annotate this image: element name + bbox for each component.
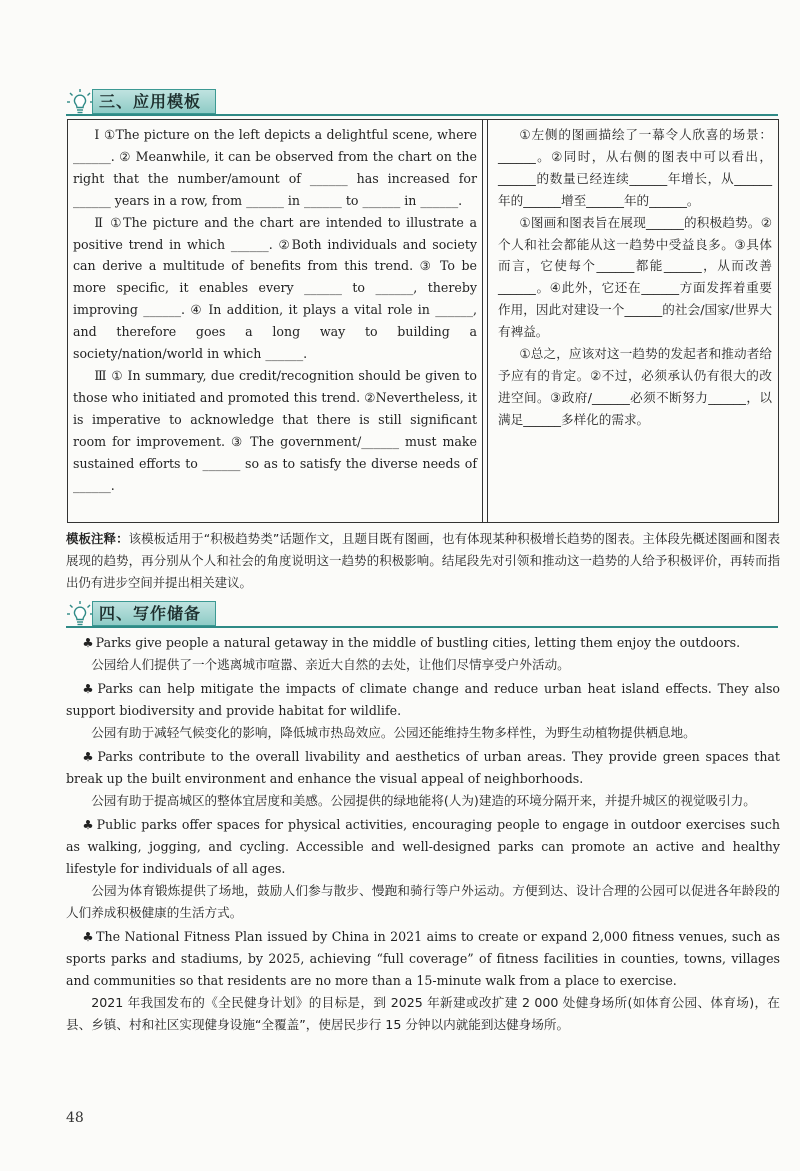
list-item-en: ♣ Public parks offer spaces for physical activities, encouraging people to engage in outdoor exercises such as walking, jogging, and cycling. Accessible and well-designed parks can promote an active and healthy lifestyle for individuals of all ages. (66, 817, 780, 876)
list-item-en: ♣ Parks can help mitigate the impacts of climate change and reduce urban heat island effects. They also support biodiversity and provide habitat for wildlife. (66, 681, 780, 718)
list-item-zh: 公园为体育锻炼提供了场地，鼓励人们参与散步、慢跑和骑行等户外运动。方便到达、设计合理的公园可以促进各年龄段的人们养成积极健康的生活方式。 (66, 883, 780, 920)
club-bullet-icon: ♣ (82, 635, 94, 650)
template-zh-paragraph-2: ①图画和图表旨在展现______的积极趋势。②个人和社会都能从这一趋势中受益良多。③具体而言，它使每个______都能______，从而改善______。④此外，它还在______方面发挥着重要作用，因此对建设一个______的社会/国家/世界大有裨益。 (498, 214, 772, 340)
list-item-zh: 公园有助于提高城区的整体宜居度和美感。公园提供的绿地能将(人为)建造的环境分隔开来，并提升城区的视觉吸引力。 (91, 793, 756, 808)
template-note-label: 模板注释： (66, 531, 129, 546)
list-item-en: ♣ Parks contribute to the overall livability and aesthetics of urban areas. They provide green spaces that break up the built environment and enhance the visual appeal of neighborhoods. (66, 749, 780, 786)
list-item-zh: 2021 年我国发布的《全民健身计划》的目标是，到 2025 年新建或改扩建 2 000 处健身场所(如体育公园、体育场)，在县、乡镇、村和社区实现健身设施“全覆盖”，使居民步行 15 分钟以内就能到达健身场所。 (66, 995, 780, 1032)
list-item-zh: 公园有助于减轻气候变化的影响，降低城市热岛效应。公园还能维持生物多样性，为野生动植物提供栖息地。 (91, 725, 696, 740)
template-box (67, 119, 779, 523)
section-title: 三、应用模板 (92, 89, 216, 114)
club-bullet-icon: ♣ (82, 929, 95, 944)
lightbulb-icon (66, 88, 94, 116)
template-zh-paragraph-1: ①左侧的图画描绘了一幕令人欣喜的场景：______。②同时，从右侧的图表中可以看出，______的数量已经连续______年增长，从______年的______增至______年的______。 (498, 127, 772, 208)
page-number: 48 (66, 1110, 84, 1126)
list-item-zh: 公园给人们提供了一个逃离城市喧嚣、亲近大自然的去处，让他们尽情享受户外活动。 (91, 657, 570, 672)
list-item-en: ♣ The National Fitness Plan issued by China in 2021 aims to create or expand 2,000 fitness venues, such as sports parks and stadiums, by 2025, achieving “full coverage” of fitness facilities in counties, towns, villages and communities so that residents are no more than a 15-minute walk from a place to exercise. (66, 929, 780, 988)
lightbulb-icon (66, 600, 94, 628)
template-note (66, 528, 780, 594)
list-item-en: ♣ Parks give people a natural getaway in the middle of bustling cities, letting them enjoy the outdoors. (82, 635, 741, 650)
section-header-writing-prep (66, 600, 778, 628)
template-chinese-column (498, 124, 772, 431)
template-en-paragraph-1: Ⅰ ①The picture on the left depicts a delightful scene, where ______. ② Meanwhile, it can be observed from the chart on the right that the number/amount of ______ has increased for ______ years in a row, from ______ in ______ to ______ in ______. (73, 127, 477, 208)
club-bullet-icon: ♣ (82, 749, 96, 764)
writing-prep-list (66, 632, 780, 1038)
section-title: 四、写作储备 (92, 601, 216, 626)
club-bullet-icon: ♣ (82, 681, 96, 696)
template-zh-paragraph-3: ①总之，应该对这一趋势的发起者和推动者给予应有的肯定。②不过，必须承认仍有很大的改进空间。③政府/______必须不断努力______，以满足______多样化的需求。 (498, 346, 772, 427)
club-bullet-icon: ♣ (82, 817, 95, 832)
template-english-column (73, 124, 477, 496)
template-note-text: 该模板适用于“积极趋势类”话题作文，且题目既有图画，也有体现某种积极增长趋势的图表。主体段先概述图画和图表展现的趋势，再分别从个人和社会的角度说明这一趋势的积极影响。结尾段先对引领和推动这一趋势的人给予积极评价，再转而指出仍有进步空间并提出相关建议。 (66, 531, 780, 590)
column-divider (482, 120, 488, 522)
template-en-paragraph-2: Ⅱ ①The picture and the chart are intended to illustrate a positive trend in which ______. ②Both individuals and society can derive a multitude of benefits from this trend. ③ To be more specific, it enables every ______ to ______, thereby improving ______. ④ In addition, it plays a vital role in ______, and therefore goes a long way to building a society/nation/world in which ______. (73, 214, 477, 362)
section-header-apply-template (66, 88, 778, 116)
template-en-paragraph-3: Ⅲ ① In summary, due credit/recognition should be given to those who initiated and promoted this trend. ②Nevertheless, it is imperative to acknowledge that there is still significant room for improvement. ③ The government/______ must make sustained efforts to ______ so as to satisfy the diverse needs of ______. (73, 367, 477, 493)
